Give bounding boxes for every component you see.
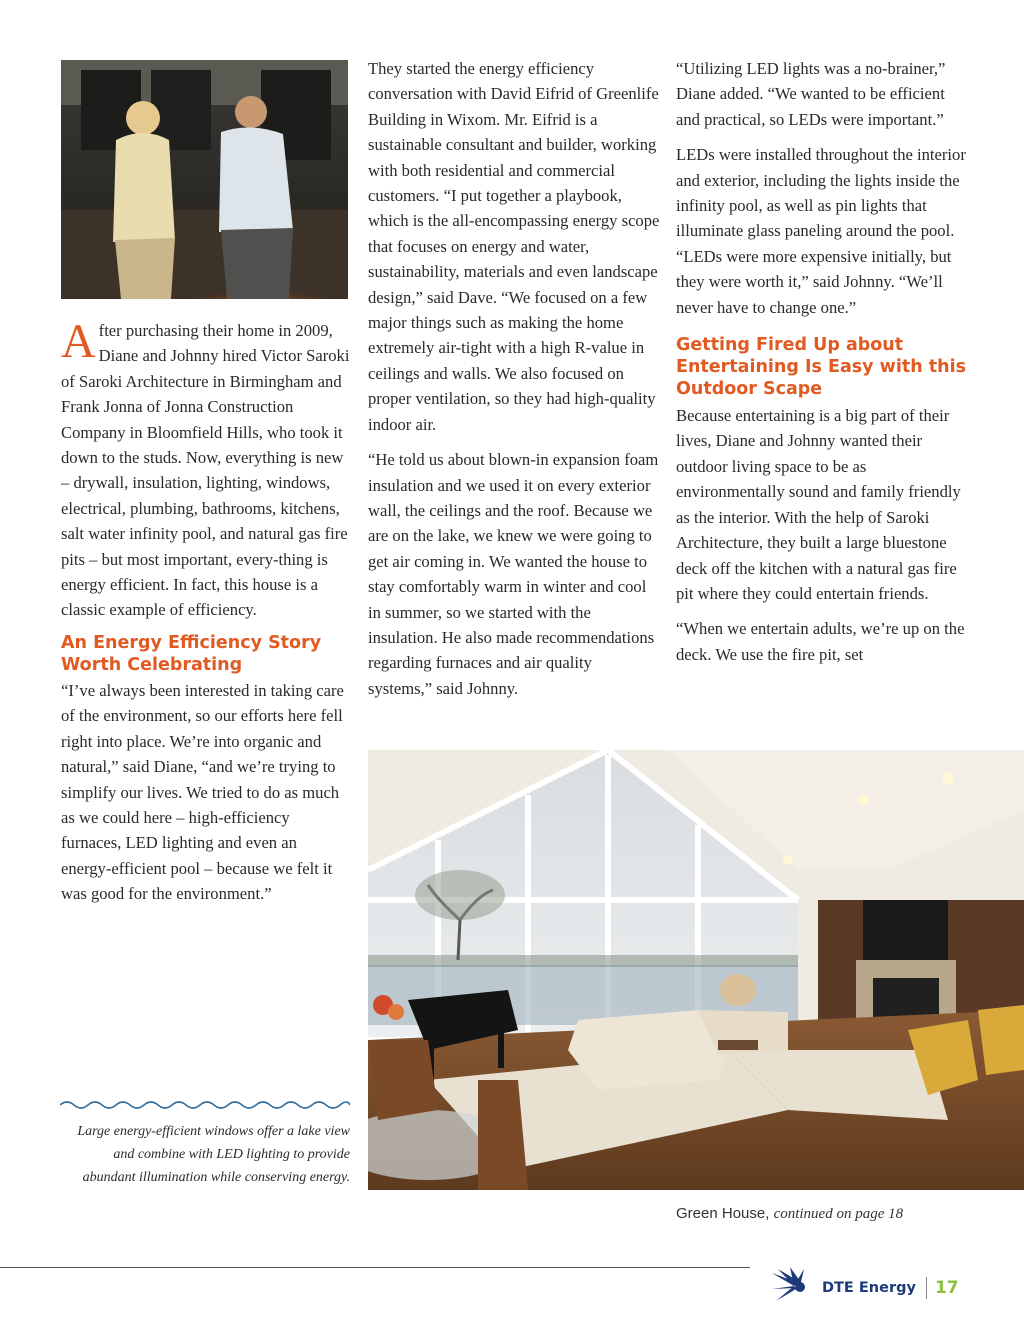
diane-quote-paragraph: “I’ve always been interested in taking care of the environment, so our efforts here fell right into place. We’re into organic and natural,” said Diane, “and we’re trying to simplify our lives. We tried to do as much as we could here – high-efficiency furnaces, LED lighting and even an energy-efficient pool – because we felt it was good for the environment.” [61,680,344,904]
living-room-photo [368,750,1024,1190]
column-2 [368,56,660,701]
couple-photo [61,60,348,299]
column-3 [676,56,968,667]
section-heading-outdoor-scape: Getting Fired Up about Entertaining Is Easy with this Outdoor Scape [676,335,967,400]
col3-paragraph-2: LEDs were installed throughout the interior and exterior, including the lights inside the infinity pool, as well as pin lights that illuminate glass paneling around the pool. “LEDs were more expensive initially, but they were worth it,” said Johnny. “We’ll never have to change one.” [676,145,966,317]
footer-divider [926,1277,927,1299]
col2-paragraph-2: “He told us about blown-in expansion foam insulation and we used it on every exterior wall, the ceilings and the roof. Because we are on the lake, we knew we were going to get air coming in. We wanted the house to stay comfortably warm in winter and cool in summer, so we started with the insulation. He also made recommendations regarding furnaces and air quality systems,” said Johnny. [368,450,659,698]
wave-divider [60,1098,350,1112]
col3-paragraph-4: “When we entertain adults, we’re up on the deck. We use the fire pit, set [676,619,965,664]
col3-paragraph-1: “Utilizing LED lights was a no-brainer,” Diane added. “We wanted to be efficient and practical, so LEDs were important.” [676,59,946,129]
footer-rule [0,1267,750,1268]
continuation-note [676,1205,903,1223]
drop-cap: A [61,315,96,368]
continuation-label: Green House, [676,1205,770,1222]
intro-paragraph: fter purchasing their home in 2009, Diane and Johnny hired Victor Saroki of Saroki Architecture in Birmingham and Frank Jonna of Jonna Construction Company in Bloomfield Hills, who took it down to the studs. Now, everything is new – drywall, insulation, lighting, windows, electrical, plumbing, bathrooms, kitchens, salt water infinity pool, and natural gas fire pits – but most important, every-thing is energy efficient. In fact, this house is a classic example of efficiency. [61,321,350,620]
brand-name: DTE Energy [822,1280,916,1296]
photo-caption: Large energy-efficient windows offer a lake view and combine with LED lighting to provide abundant illumination while conserving energy. [77,1124,350,1185]
continuation-page: continued on page 18 [773,1206,904,1222]
col3-paragraph-3: Because entertaining is a big part of their lives, Diane and Johnny wanted their outdoor living space to be as environmentally sound and family friendly as the interior. With the help of Saroki Architecture, they built a large bluestone deck off the kitchen with a natural gas fire pit where they could entertain friends. [676,406,961,603]
column-1 [61,315,351,907]
section-heading-energy-story: An Energy Efficiency Story Worth Celebrating [61,632,322,675]
page-footer [770,1268,959,1308]
dte-logo-icon [770,1267,818,1310]
col2-paragraph-1: They started the energy efficiency conversation with David Eifrid of Greenlife Building in Wixom. Mr. Eifrid is a sustainable consultant and builder, working with both residential and commercial customers. “I put together a playbook, which is the all-encompassing energy scope that focuses on energy and water, sustainability, materials and even landscape design,” said Dave. “We focused on a few major things such as making the home extremely air-tight with a high R-value in ceilings and walls. We also focused on proper ventilation, so they had high-quality indoor air. [368,59,660,434]
page-number: 17 [934,1278,959,1298]
